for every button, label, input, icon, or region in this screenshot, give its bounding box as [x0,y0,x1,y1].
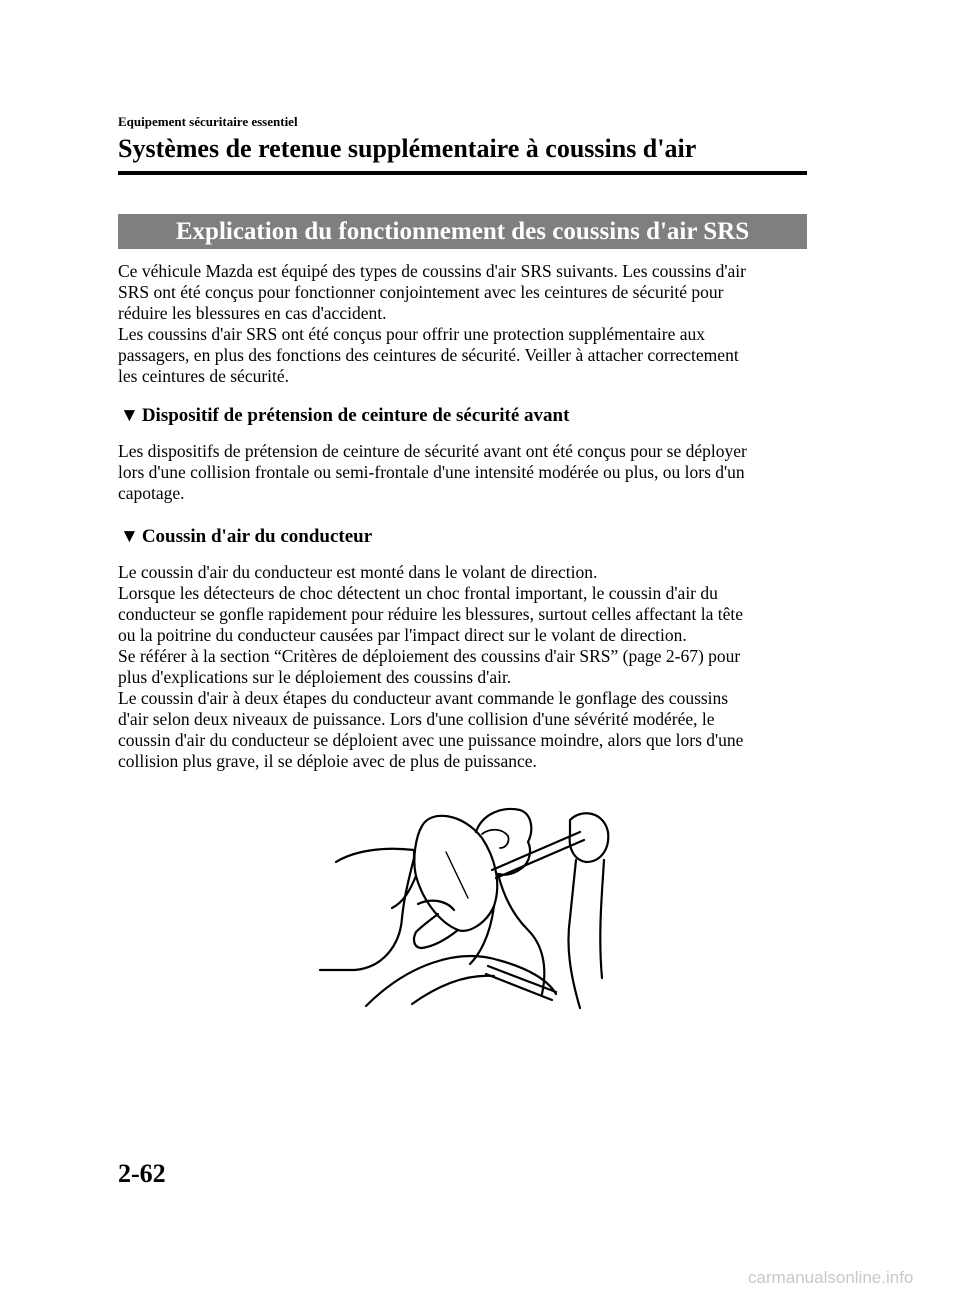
driver-airbag-line: collision plus grave, il se déploie avec de plus de puissance. [118,751,537,771]
pretensioner-heading-text: Dispositif de prétension de ceinture de sécurité avant [141,405,570,426]
banner-title: Explication du fonctionnement des coussins d'air SRS [118,214,807,249]
chapter-label: Equipement sécuritaire essentiel [118,114,298,129]
watermark: carmanualsonline.info [748,1268,914,1287]
section-title: Systèmes de retenue supplémentaire à coussins d'air [118,134,697,163]
driver-airbag-line: Le coussin d'air du conducteur est monté dans le volant de direction. [118,562,598,582]
pretensioner-paragraph [118,441,808,504]
driver-airbag-line: plus d'explications sur le déploiement des coussins d'air. [118,667,512,687]
driver-airbag-illustration [318,798,618,1010]
driver-airbag-line: ou la poitrine du conducteur causées par l'impact direct sur le volant de direction. [118,625,687,645]
driver-airbag-heading-text: Coussin d'air du conducteur [141,526,373,547]
pretensioner-line: capotage. [118,483,185,503]
driver-airbag-line: Lorsque les détecteurs de choc détectent un choc frontal important, le coussin d'air du [118,583,718,603]
intro-paragraph [118,261,808,387]
page-number: 2-62 [118,1159,166,1188]
driver-airbag-line: Le coussin d'air à deux étapes du conducteur avant commande le gonflage des coussins [118,688,729,708]
intro-line: réduire les blessures en cas d'accident. [118,303,387,323]
intro-line: Ce véhicule Mazda est équipé des types de coussins d'air SRS suivants. Les coussins d'air [118,261,746,281]
triangle-down-icon: ▼ [120,405,139,426]
driver-airbag-heading [120,526,372,548]
driver-airbag-line: Se référer à la section “Critères de déploiement des coussins d'air SRS” (page 2-67) pour [118,646,741,666]
pretensioner-line: Les dispositifs de prétension de ceinture de sécurité avant ont été conçus pour se déployer [118,441,747,461]
intro-line: les ceintures de sécurité. [118,366,290,386]
pretensioner-heading [120,405,569,427]
header-rule [118,171,807,175]
triangle-down-icon: ▼ [120,526,139,547]
driver-airbag-line: d'air selon deux niveaux de puissance. Lors d'une collision d'une sévérité modérée, le [118,709,715,729]
intro-line: Les coussins d'air SRS ont été conçus pour offrir une protection supplémentaire aux [118,324,706,344]
pretensioner-line: lors d'une collision frontale ou semi-frontale d'une intensité modérée ou plus, ou lors d'un [118,462,745,482]
driver-airbag-line: conducteur se gonfle rapidement pour réduire les blessures, surtout celles affectant la tête [118,604,744,624]
driver-airbag-line: coussin d'air du conducteur se déploient avec une puissance moindre, alors que lors d'une [118,730,744,750]
driver-airbag-paragraph [118,562,808,772]
intro-line: SRS ont été conçus pour fonctionner conjointement avec les ceintures de sécurité pour [118,282,724,302]
intro-line: passagers, en plus des fonctions des ceintures de sécurité. Veiller à attacher correctement [118,345,739,365]
